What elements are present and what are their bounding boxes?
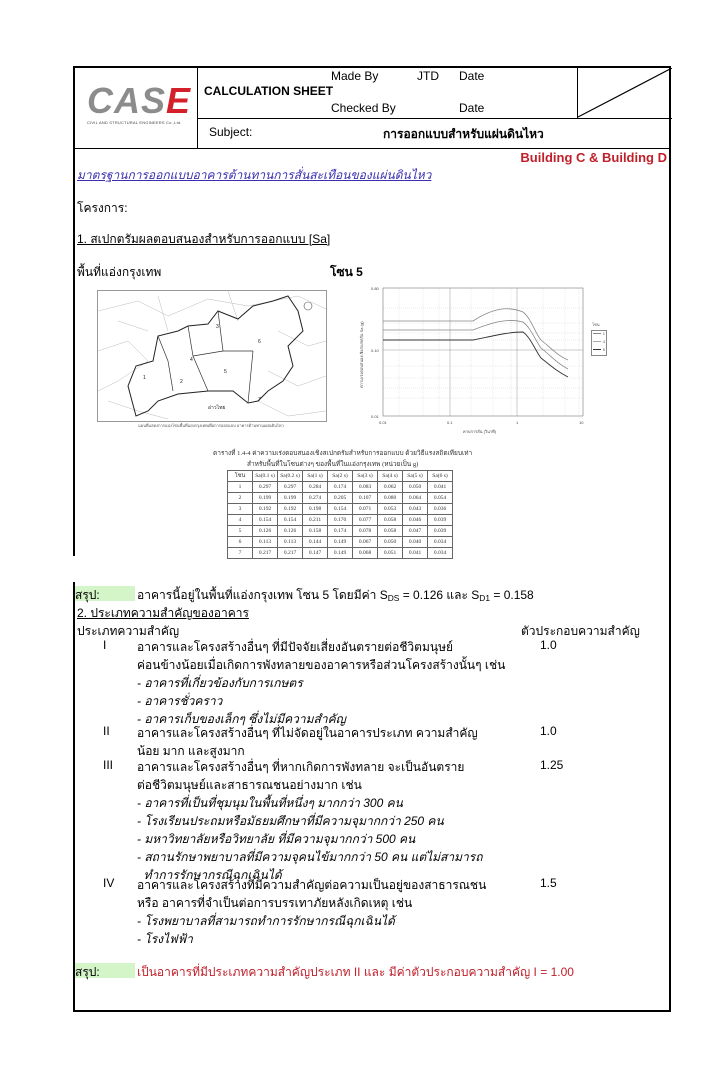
sa-table-row <box>228 504 453 515</box>
chart-legend <box>591 330 607 356</box>
category-description: หรือ อาคารที่จำเป็นต่อการบรรเทาภัยหลังเกิดเหตุ เช่น <box>137 896 413 910</box>
sa-table-cell: 0.039 <box>428 526 453 537</box>
sa-table-cell: 0.051 <box>378 548 403 559</box>
legend-item-1: 1 <box>602 331 605 336</box>
sa-table-header-cell: Sa(2 s) <box>328 471 353 482</box>
sa-table-cell: 0.050 <box>403 482 428 493</box>
y-tick-0.80: 0.80 <box>371 286 379 291</box>
map-sea-label: อ่าวไทย <box>208 405 226 411</box>
header-divider <box>75 148 671 149</box>
sa-table-cell: 0.068 <box>353 548 378 559</box>
legend-item-5: 5 <box>602 347 605 352</box>
category-description: ต่อชีวิตมนุษย์และสาธารณชนอย่างมาก เช่น <box>137 778 362 792</box>
category-example: - อาคารชั่วคราว <box>137 694 223 708</box>
sa-table-row <box>228 537 453 548</box>
sa-table-cell: 0.058 <box>378 526 403 537</box>
sa-table-cell: 0.113 <box>253 537 278 548</box>
sa-table-cell: 0.192 <box>278 504 303 515</box>
sa-table-cell: 0.174 <box>328 526 353 537</box>
category-factor: 1.0 <box>540 724 557 738</box>
category-example: - อาคารที่เป็นที่ชุมนุมในพื้นที่หนึ่งๆ มากกว่า 300 คน <box>137 796 403 810</box>
chart-frame <box>383 288 583 416</box>
y-tick-0.10: 0.10 <box>371 348 379 353</box>
sa-table-header-cell: Sa(5 s) <box>403 471 428 482</box>
category-example: - สถานรักษาพยาบาลที่มีความจุคนไข้มากกว่า 50 คน แต่ไม่สามารถ <box>137 850 483 864</box>
sa-table-cell: 0.147 <box>303 548 328 559</box>
category-description: อาคารและโครงสร้างอื่นๆ ที่ไม่จัดอยู่ในอาคารประเภท ความสำคัญ <box>137 726 478 740</box>
sa-table-header-cell: โซน <box>228 471 253 482</box>
category-description: อาคารและโครงสร้างอื่นๆ ที่มีปัจจัยเสี่ยงอันตรายต่อชีวิตมนุษย์ <box>137 640 454 654</box>
sa-table-cell: 0.041 <box>403 548 428 559</box>
sa-table-cell: 0.154 <box>278 515 303 526</box>
sa-table-cell: 0.039 <box>428 515 453 526</box>
sa-table-cell: 0.067 <box>353 537 378 548</box>
building-label: Building C & Building D <box>520 150 667 165</box>
sa-table-cell: 0.041 <box>428 482 453 493</box>
sa-table-cell: 0.064 <box>403 493 428 504</box>
x-tick-0.1: 0.1 <box>447 420 453 425</box>
sa-table-cell: 0.050 <box>378 537 403 548</box>
sa-table-header-cell: Sa(6 s) <box>428 471 453 482</box>
map-caption: แผนที่แสดงการแบ่งโซนพื้นที่แอ่งกรุงเทพเพื่อการออกแบบ อาคารต้านทานแผ่นดินไหว <box>138 423 284 428</box>
table-title-line1: ตารางที่ 1.4-4 ค่าความเร่งตอบสนองเชิงสเปกตรัมสำหรับการออกแบบ ด้วยวิธีแรงสถิตเทียบเท่า <box>213 450 473 457</box>
header-meta <box>197 68 577 119</box>
sa-table-row <box>228 526 453 537</box>
chart-grid <box>383 288 583 416</box>
sa-table-cell: 0.080 <box>378 493 403 504</box>
category-example: - โรงพยาบาลที่สามารถทำการรักษากรณีฉุกเฉินได้ <box>137 914 395 928</box>
category-example: - มหาวิทยาลัยหรือวิทยาลัย ที่มีความจุมากกว่า 500 คน <box>137 832 416 846</box>
sa-table-header-cell: Sa(4 s) <box>378 471 403 482</box>
category-factor: 1.5 <box>540 876 557 890</box>
sa-table-cell: 3 <box>228 504 253 515</box>
sa-table-cell: 0.149 <box>328 548 353 559</box>
sa-table-row <box>228 515 453 526</box>
sa-table-cell: 0.046 <box>403 515 428 526</box>
section1-title: 1. สเปกตรัมผลตอบสนองสำหรับการออกแบบ [Sa] <box>77 232 331 246</box>
legend-item-4: 4 <box>602 339 605 344</box>
map-zone-1: 1 <box>143 375 146 381</box>
col-type-header: ประเภทความสำคัญ <box>77 624 180 638</box>
sa-table-cell: 0.058 <box>378 515 403 526</box>
sa-table-cell: 0.047 <box>403 526 428 537</box>
sa-table-cell: 0.126 <box>253 526 278 537</box>
sa-table-row <box>228 493 453 504</box>
x-tick-0.01: 0.01 <box>379 420 387 425</box>
sa-table-cell: 0.217 <box>253 548 278 559</box>
subject-value: การออกแบบสำหรับแผ่นดินไหว <box>383 127 544 141</box>
sa-table-cell: 0.040 <box>403 537 428 548</box>
sa-table-cell: 0.053 <box>378 504 403 515</box>
date-label-1: Date <box>459 69 485 83</box>
calculation-sheet <box>73 66 671 1012</box>
sa-table-cell: 0.034 <box>428 537 453 548</box>
category-example: ทำการรักษากรณีฉุกเฉินได้ <box>137 868 282 882</box>
sa-table-cell: 0.284 <box>303 482 328 493</box>
sa-table-cell: 0.078 <box>353 526 378 537</box>
sa-table-header <box>228 471 453 482</box>
chart-legend-title: โซน <box>592 322 600 327</box>
category-description: ค่อนข้างน้อยเมื่อเกิดการพังทลายของอาคารหรือส่วนโครงสร้างนั้นๆ เช่น <box>137 658 506 672</box>
sa-table-cell: 0.144 <box>303 537 328 548</box>
category-factor: 1.0 <box>540 638 557 652</box>
category-example: - โรงไฟฟ้า <box>137 932 193 946</box>
sa-table-header-cell: Sa(3 s) <box>353 471 378 482</box>
sa-table-cell: 7 <box>228 548 253 559</box>
logo-subtitle: CIVIL AND STRUCTURAL ENGINEERS Co.,Ltd. <box>87 120 182 125</box>
y-axis-label: ความเร่งตอบสนองเชิงสเปกตรัม Sa (g) <box>359 321 364 388</box>
sa-table-cell: 0.083 <box>353 482 378 493</box>
made-by-value: JTD <box>417 69 439 83</box>
map-zone-5: 5 <box>224 369 227 375</box>
compass-icon <box>304 302 312 310</box>
summary1-text: อาคารนี้อยู่ในพื้นที่แอ่งกรุงเทพ โซน 5 โดยมีค่า $S_{DS} = 0.126$ และ $S_{D1} = 0.158$ <box>137 588 534 603</box>
sa-table-cell: 0.071 <box>353 504 378 515</box>
category-example: - อาคารที่เกี่ยวข้องกับการเกษตร <box>137 676 303 690</box>
sa-table-header-cell: Sa(0.2 s) <box>278 471 303 482</box>
summary1-label: สรุป: <box>75 586 135 601</box>
date-label-2: Date <box>459 101 485 115</box>
sa-table-cell: 0.034 <box>428 548 453 559</box>
curve-zone-4 <box>383 320 568 369</box>
sa-table-cell: 0.126 <box>278 526 303 537</box>
sa-table-cell: 4 <box>228 515 253 526</box>
sa-table-cell: 0.043 <box>403 504 428 515</box>
made-by-label: Made By <box>331 69 379 83</box>
category-roman: II <box>103 724 110 738</box>
company-logo: CASE <box>87 80 192 121</box>
category-description: น้อย มาก และสูงมาก <box>137 744 245 758</box>
sa-table-cell: 0.036 <box>428 504 453 515</box>
map-zone-6: 6 <box>258 339 261 345</box>
sa-table-cell: 0.198 <box>303 504 328 515</box>
subject-row <box>197 118 671 148</box>
sa-table-cell: 1 <box>228 482 253 493</box>
summary2-text: เป็นอาคารที่มีประเภทความสำคัญประเภท II และ มีค่าตัวประกอบความสำคัญ I = 1.00 <box>137 965 574 979</box>
sheet-title: CALCULATION SHEET <box>204 84 334 98</box>
sa-table-cell: 0.107 <box>353 493 378 504</box>
sa-table-cell: 0.077 <box>353 515 378 526</box>
sa-table-cell: 0.158 <box>303 526 328 537</box>
category-example: - โรงเรียนประถมหรือมัธยมศึกษาที่มีความจุมากกว่า 250 คน <box>137 814 444 828</box>
sa-table-cell: 6 <box>228 537 253 548</box>
sa-table-cell: 0.297 <box>253 482 278 493</box>
sa-table-row <box>228 482 453 493</box>
map-zone-4: 4 <box>190 357 193 363</box>
sa-table-cell: 0.154 <box>253 515 278 526</box>
y-tick-0.01: 0.01 <box>371 414 379 419</box>
sa-table-cell: 0.062 <box>378 482 403 493</box>
x-axis-label: คาบการสั่น (วินาที) <box>463 429 497 434</box>
diagonal-line <box>578 68 672 118</box>
border-gap <box>73 556 75 582</box>
zone-label: โซน 5 <box>330 265 363 279</box>
revision-box <box>577 68 672 119</box>
sa-table-cell: 0.174 <box>328 482 353 493</box>
sa-table-cell: 0.199 <box>278 493 303 504</box>
project-label: โครงการ: <box>77 201 128 215</box>
category-roman: I <box>103 638 107 652</box>
sa-table-row <box>228 548 453 559</box>
x-tick-1: 1 <box>516 420 519 425</box>
sa-table-cell: 0.217 <box>278 548 303 559</box>
map-zone-2: 2 <box>180 379 183 385</box>
spectrum-chart <box>343 278 593 438</box>
section2-title: 2. ประเภทความสำคัญของอาคาร <box>77 606 249 620</box>
logo-cell <box>75 68 198 148</box>
category-roman: III <box>103 758 114 772</box>
sa-table-cell: 0.274 <box>303 493 328 504</box>
map-drawing <box>98 291 326 421</box>
summary2-label: สรุป: <box>75 963 135 978</box>
subject-label: Subject: <box>209 125 253 139</box>
category-roman: IV <box>103 876 115 890</box>
sa-table-cell: 0.297 <box>278 482 303 493</box>
sa-table-cell: 0.054 <box>428 493 453 504</box>
sa-table-cell: 0.149 <box>328 537 353 548</box>
table-title-line2: สำหรับพื้นที่ในโซนต่างๆ ของพื้นที่ในแอ่งกรุงเทพ (หน่วยเป็น g) <box>247 461 419 468</box>
standard-title-link[interactable]: มาตรฐานการออกแบบอาคารต้านทานการสั่นสะเทือนของแผ่นดินไหว <box>77 168 432 182</box>
sa-table-cell: 0.192 <box>253 504 278 515</box>
category-example: - อาคารเก็บของเล็กๆ ซึ่งไม่มีความสำคัญ <box>137 712 346 726</box>
curve-zone-1 <box>383 309 568 360</box>
sa-table-cell: 0.211 <box>303 515 328 526</box>
sa-table-cell: 5 <box>228 526 253 537</box>
area-label: พื้นที่แอ่งกรุงเทพ <box>77 265 162 279</box>
sa-table-cell: 0.170 <box>328 515 353 526</box>
map-zone-7: 7 <box>258 397 261 403</box>
sa-table-cell: 0.154 <box>328 504 353 515</box>
sa-table-cell: 2 <box>228 493 253 504</box>
category-factor: 1.25 <box>540 758 564 772</box>
sa-table-cell: 0.205 <box>328 493 353 504</box>
sa-table-cell: 0.113 <box>278 537 303 548</box>
category-description: อาคารและโครงสร้างอื่นๆ ที่หากเกิดการพังทลาย จะเป็นอันตราย <box>137 760 465 774</box>
sa-table <box>227 470 453 559</box>
x-tick-10: 10 <box>579 420 584 425</box>
bangkok-zone-map <box>97 290 327 422</box>
sa-table-cell: 0.199 <box>253 493 278 504</box>
col-factor-header: ตัวประกอบความสำคัญ <box>521 624 640 638</box>
checked-by-label: Checked By <box>331 101 396 115</box>
sa-table-header-cell: Sa(0.1 s) <box>253 471 278 482</box>
sa-table-header-cell: Sa(1 s) <box>303 471 328 482</box>
category-description: อาคารและโครงสร้างที่มีความสำคัญต่อความเป็นอยู่ของสาธารณชน <box>137 878 487 892</box>
map-zone-3: 3 <box>216 324 219 330</box>
